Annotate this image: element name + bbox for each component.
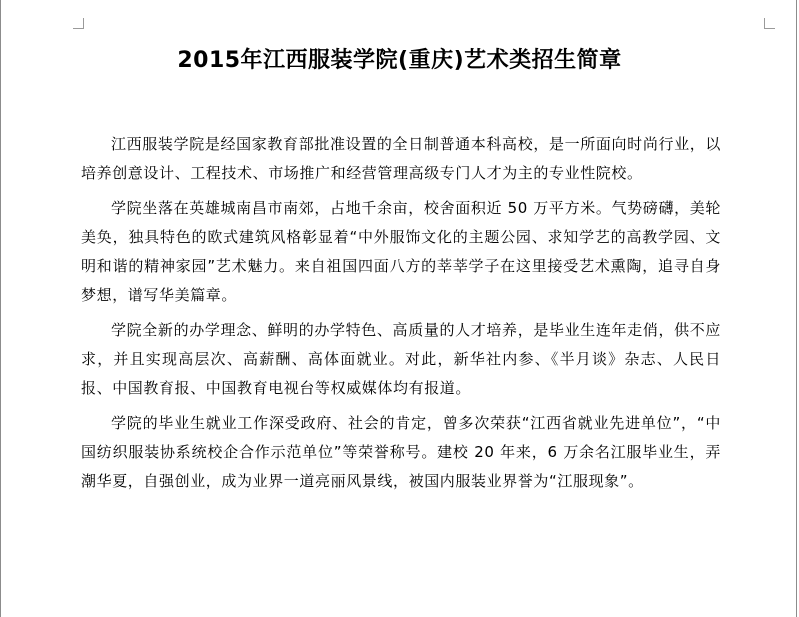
paragraph-intro: 江西服装学院是经国家教育部批准设置的全日制普通本科高校，是一所面向时尚行业，以培养创意设计、工程技术、市场推广和经营管理高级专门人才为主的专业性院校。 (81, 135, 721, 182)
paragraph-employment: 学院全新的办学理念、鲜明的办学特色、高质量的人才培养，是毕业生连年走俏，供不应求，并且实现高层次、高薪酬、高体面就业。对此，新华社内参、《半月谈》杂志、人民日报、中国教育报、中国教育电视台等权威媒体均有报道。 (81, 321, 721, 397)
document-body (81, 130, 721, 502)
paragraph-campus: 学院坐落在英雄城南昌市南郊，占地千余亩，校舍面积近 50 万平方米。气势磅礴，美轮美奂，独具特色的欧式建筑风格彰显着“中外服饰文化的主题公园、求知学艺的高教学园、文明和谐的精神家园”艺术魅力。来自祖国四面八方的莘莘学子在这里接受艺术熏陶，追寻自身梦想，谱写华美篇章。 (81, 199, 721, 304)
right-margin-corner-mark (764, 18, 775, 29)
paragraph-honors: 学院的毕业生就业工作深受政府、社会的肯定，曾多次荣获“江西省就业先进单位”，“中国纺织服装协系统校企合作示范单位”等荣誉称号。建校 20 年来，6 万余名江服毕业生，弄潮华夏，自强创业，成为业界一道亮丽风景线，被国内服装业界誉为“江服现象”。 (81, 414, 721, 490)
left-margin-corner-mark (73, 18, 84, 29)
document-title: 2015年江西服装学院(重庆)艺术类招生简章 (177, 48, 622, 73)
